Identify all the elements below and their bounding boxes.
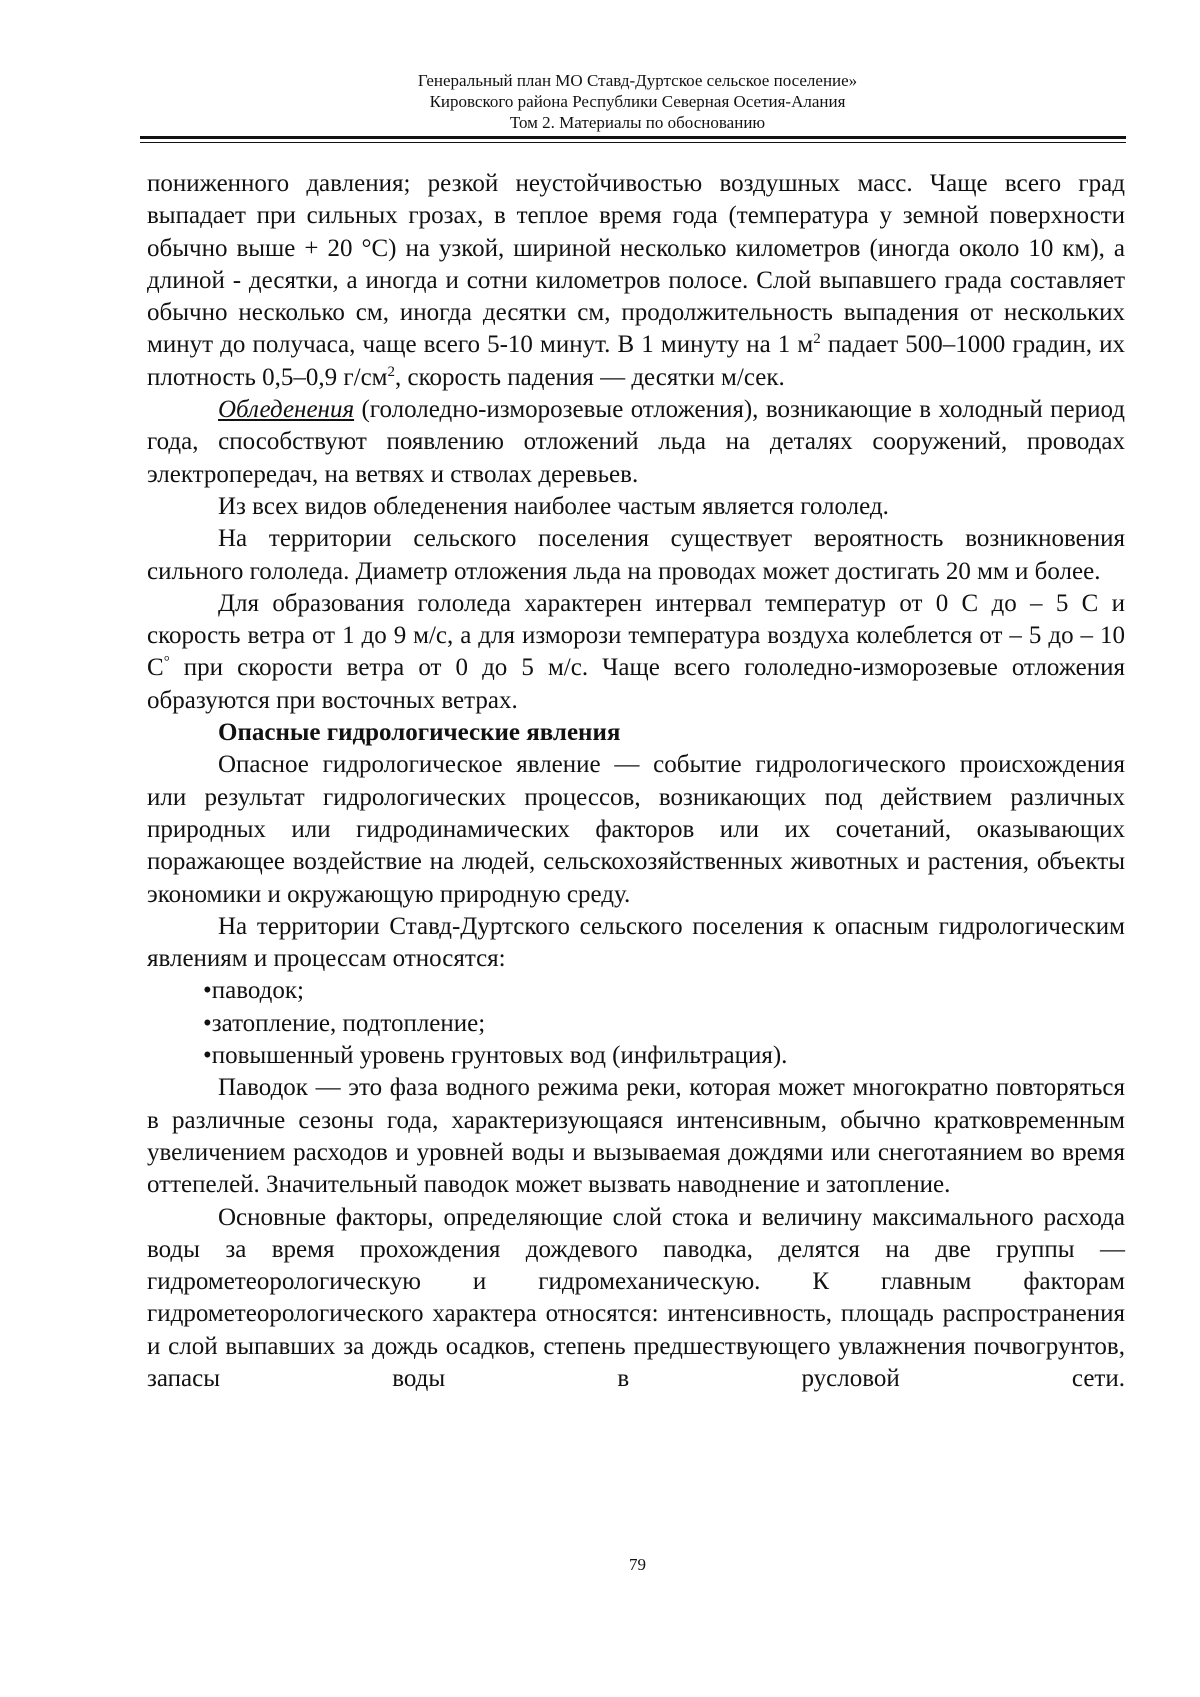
term-icing: Обледенения xyxy=(218,396,355,424)
header-line-2: Кировского района Республики Северная Осетия-Алания xyxy=(429,92,846,111)
list-item: •паводок; xyxy=(203,977,304,1005)
paragraph-hail: пониженного давления; резкой неустойчивостью воздушных масс. Чаще всего град выпадает при сильных грозах, в теплое время года (температура у земной поверхности обычно выше + 20 °С) на узкой, шириной несколько километров (иногда около 10 км), а длиной - десятки, а иногда и сотни километров полосе. Слой выпавшего града составляет обычно несколько см, иногда десятки см, продолжительность выпадения от нескольких минут до получаса, чаще всего 5-10 минут. В 1 минуту на 1 $м^2$ падает 500–1000 градин, их плотность 0,5–0,9 $г/см^2$, скорость падения — десятки м/сек. xyxy=(147,170,1125,391)
header-rule-thick xyxy=(140,136,1126,139)
paragraph-flood-definition: Паводок — это фаза водного режима реки, которая может многократно повторяться в различные сезоны года, характеризующаяся интенсивным, обычно кратковременным увеличением расходов и уровней воды и вызываемая дождями или снеготаянием во время оттепелей. Значительный паводок может вызвать наводнение и затопление. xyxy=(147,1074,1125,1199)
paragraph-icing-types: Из всех видов обледенения наиболее частым является гололед. xyxy=(218,492,889,520)
list-item: •повышенный уровень грунтовых вод (инфильтрация). xyxy=(203,1042,788,1070)
paragraph-icing: Обледенения (гололедно-изморозевые отложения), возникающие в холодный период года, способствуют появлению отложений льда на деталях сооружений, проводах электропередач, на ветвях и стволах деревьев. xyxy=(147,396,1125,488)
document-header xyxy=(150,70,1125,133)
paragraph-hydro-list-intro: На территории Ставд-Дуртского сельского поселения к опасным гидрологическим явлениям и процессам относятся: xyxy=(147,912,1125,973)
paragraph-icing-conditions: Для образования гололеда характерен интервал температур от 0 С до – 5 С и скорость ветра от 1 до 9 м/с, а для изморози температура воздуха колеблется от – 5 до – 10 С° при скорости ветра от 0 до 5 м/с. Чаще всего гололедно-изморозевые отложения образуются при восточных ветрах. xyxy=(147,589,1125,714)
paragraph-hydro-definition: Опасное гидрологическое явление — событие гидрологического происхождения или результат гидрологических процессов, возникающих под действием различных природных или гидродинамических факторов или их сочетаний, оказывающих поражающее воздействие на людей, сельскохозяйственных животных и растения, объекты экономики и окружающую природную среду. xyxy=(147,751,1125,908)
list-item: •затопление, подтопление; xyxy=(203,1009,486,1037)
page-number: 79 xyxy=(629,1555,646,1574)
header-rule-thin xyxy=(140,142,1126,143)
paragraph-flood-factors: Основные факторы, определяющие слой стока и величину максимального расхода воды за время прохождения дождевого паводка, делятся на две группы — гидрометеорологическую и гидромеханическую. К главным факторам гидрометеорологического характера относятся: интенсивность, площадь распространения и слой выпавших за дождь осадков, степень предшествующего увлажнения почвогрунтов, запасы воды в русловой сети. xyxy=(147,1203,1125,1392)
section-heading: Опасные гидрологические явления xyxy=(218,719,621,747)
paragraph-icing-probability: На территории сельского поселения существует вероятность возникновения сильного гололеда. Диаметр отложения льда на проводах может достигать 20 мм и более. xyxy=(147,525,1125,585)
body-text xyxy=(147,168,1125,1395)
header-line-1: Генеральный план МО Ставд-Дуртское сельское поселение» xyxy=(417,71,858,90)
header-line-3: Том 2. Материалы по обоснованию xyxy=(509,113,766,132)
